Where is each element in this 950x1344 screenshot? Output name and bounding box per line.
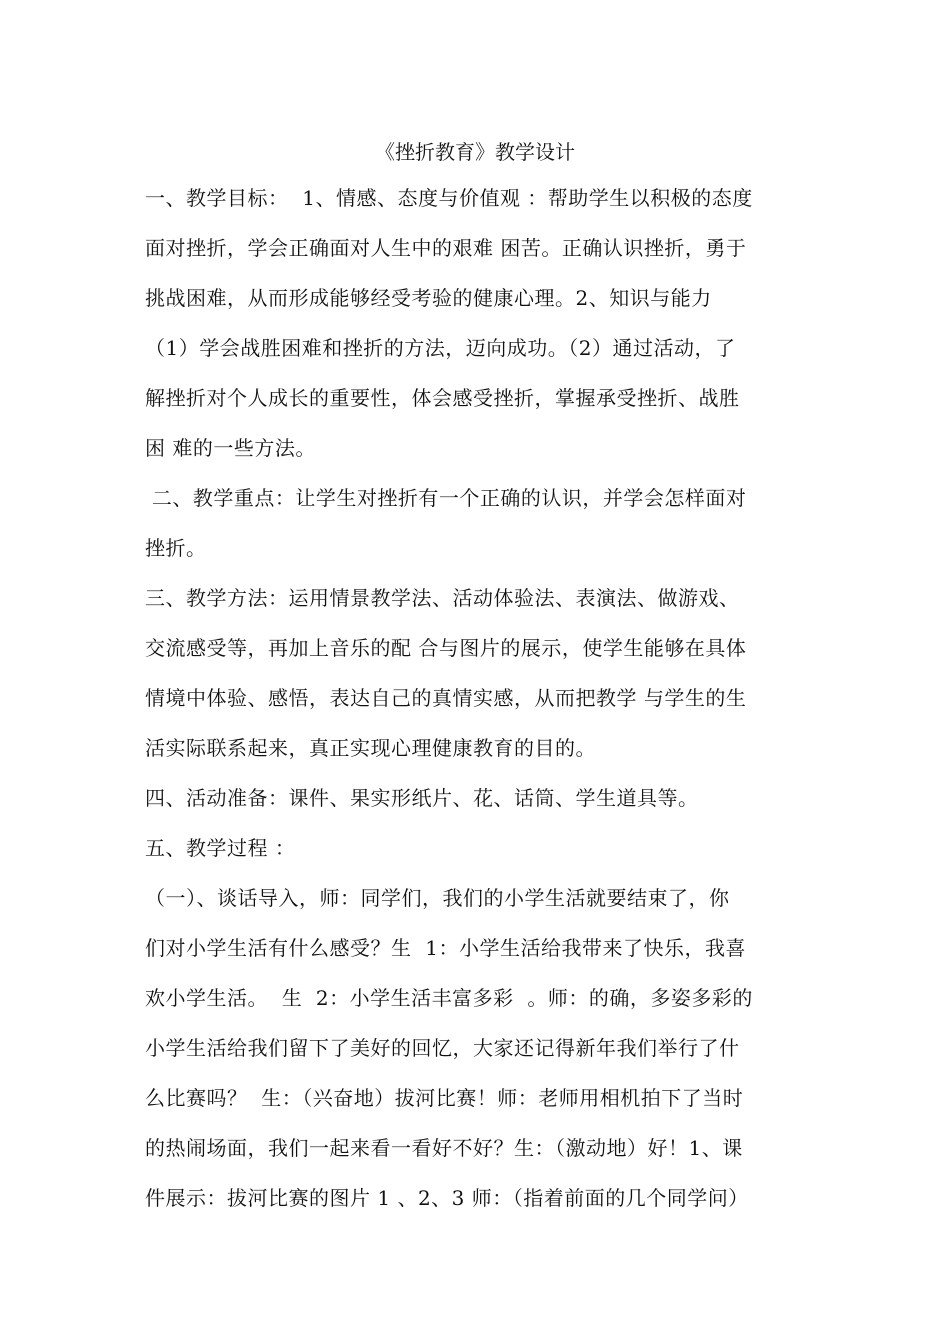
- document-title: 《挫折教育》教学设计: [375, 140, 575, 164]
- document-body: [145, 0, 810, 1210]
- body-line: 四、活动准备：课件、果实形纸片、花、话筒、学生道具等。: [145, 786, 699, 810]
- body-line: 情境中体验、感悟，表达自己的真情实感，从而把教学 与学生的生: [145, 686, 747, 710]
- body-line: 五、教学过程 ：: [145, 836, 296, 860]
- body-line: 困 难的一些方法。: [145, 436, 316, 460]
- body-line: 交流感受等，再加上音乐的配 合与图片的展示，使学生能够在具体: [145, 636, 747, 660]
- body-line: 挫折。: [145, 536, 207, 560]
- body-line: 二、教学重点：让学生对挫折有一个正确的认识，并学会怎样面对: [145, 486, 747, 510]
- body-line: 们对小学生活有什么感受？生 1：小学生活给我带来了快乐，我喜: [145, 936, 746, 960]
- body-line: 的热闹场面，我们一起来看一看好不好？生：（激动地）好！1、课: [145, 1136, 743, 1160]
- body-line: 小学生活给我们留下了美好的回忆，大家还记得新年我们举行了什: [145, 1036, 740, 1060]
- body-line: 一、教学目标： 1、情感、态度与价值观 ：帮助学生以积极的态度: [145, 186, 753, 210]
- body-line: （1）学会战胜困难和挫折的方法，迈向成功。（2）通过活动，了: [145, 336, 736, 360]
- body-line: 解挫折对个人成长的重要性，体会感受挫折，掌握承受挫折、战胜: [145, 386, 740, 410]
- body-line: 欢小学生活。 生 2：小学生活丰富多彩 。师：的确，多姿多彩的: [145, 986, 753, 1010]
- body-line: （一）、谈话导入，师：同学们，我们的小学生活就要结束了，你: [145, 886, 730, 910]
- body-line: 面对挫折，学会正确面对人生中的艰难 困苦。正确认识挫折，勇于: [145, 236, 747, 260]
- body-line: 挑战困难，从而形成能够经受考验的健康心理。2、知识与能力: [145, 286, 712, 310]
- body-line: 活实际联系起来，真正实现心理健康教育的目的。: [145, 736, 596, 760]
- body-line: 件展示：拔河比赛的图片 1 、2、3 师：（指着前面的几个同学问）: [145, 1186, 749, 1210]
- body-line: 三、教学方法：运用情景教学法、活动体验法、表演法、做游戏、: [145, 586, 740, 610]
- body-line: 么比赛吗？ 生：（兴奋地）拔河比赛！师：老师用相机拍下了当时: [145, 1086, 744, 1110]
